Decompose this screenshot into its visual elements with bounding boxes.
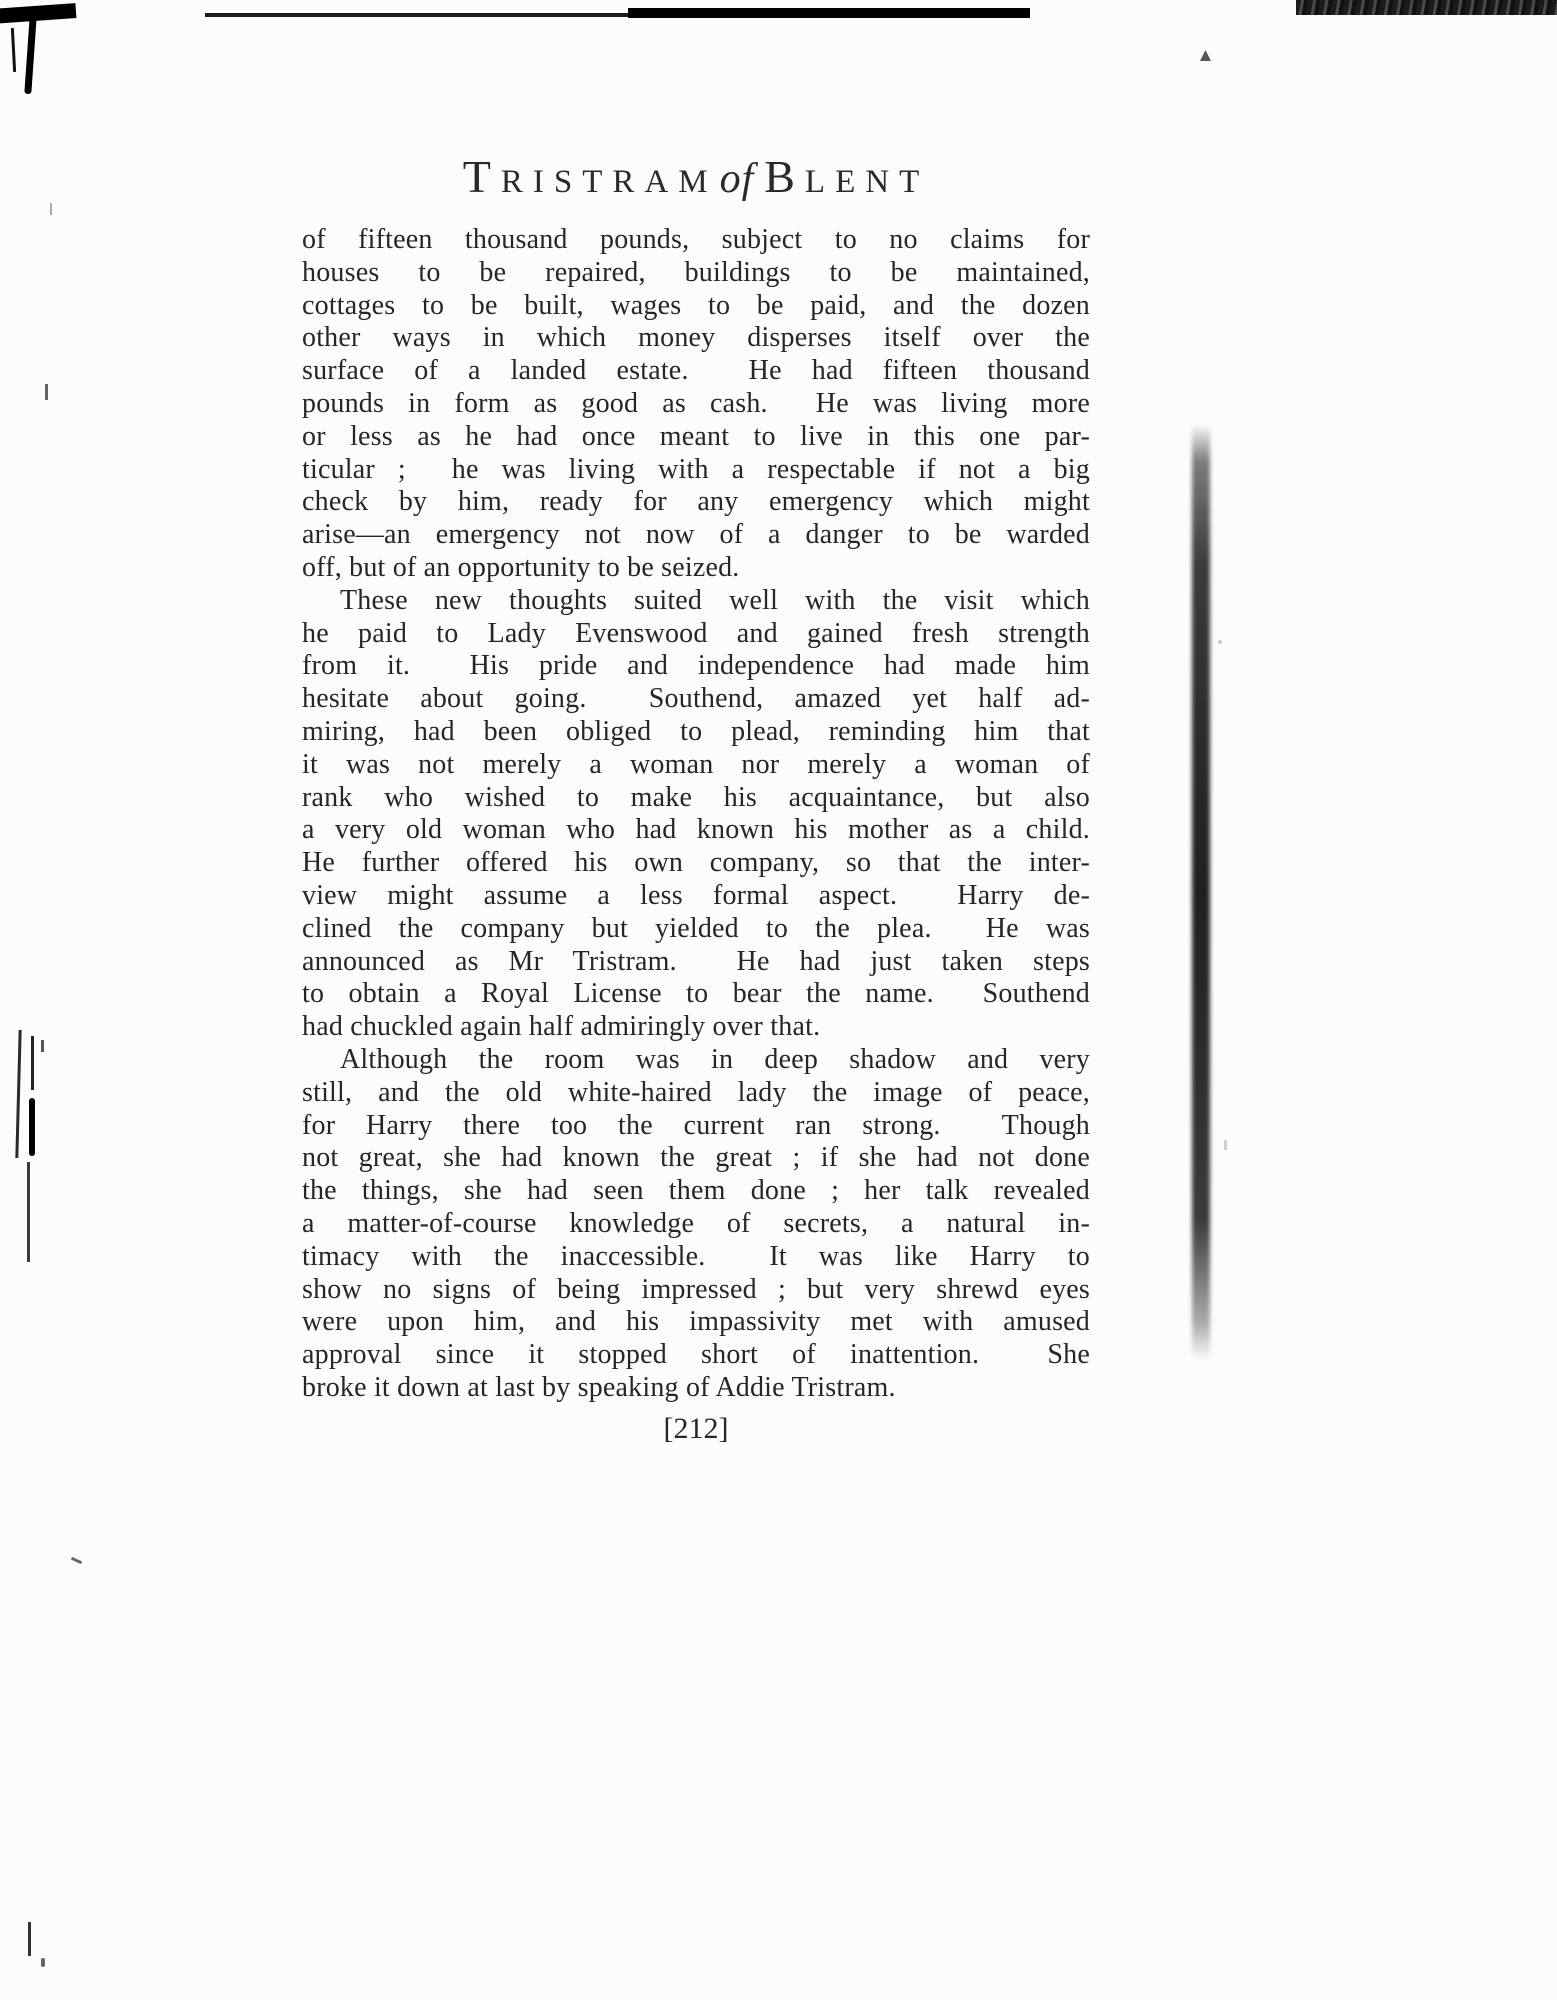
text-line: or less as he had once meant to live in this one par- [302, 420, 1090, 452]
text-line: off, but of an opportunity to be seized. [302, 551, 740, 583]
text-line: check by him, ready for any emergency which might [302, 486, 1090, 518]
text-line: timacy with the inaccessible. It was like Harry to [302, 1240, 1090, 1272]
text-line: miring, had been obliged to plead, reminding him that [302, 715, 1090, 747]
text-line: houses to be repaired, buildings to be maintained, [302, 256, 1090, 288]
text-line: hesitate about going. Southend, amazed yet half ad- [302, 683, 1090, 715]
text-line: to obtain a Royal License to bear the name. Southend [302, 978, 1090, 1010]
scan-artifact-right-margin [1224, 1140, 1227, 1150]
text-line: broke it down at last by speaking of Addie Tristram. [302, 1371, 896, 1403]
text-line: cottages to be built, wages to be paid, and the dozen [302, 289, 1090, 321]
text-line: still, and the old white-haired lady the image of peace, [302, 1076, 1090, 1108]
text-line: it was not merely a woman nor merely a woman of [302, 748, 1090, 780]
text-line: not great, she had known the great ; if she had not done [302, 1142, 1090, 1174]
scan-artifact-top-line-thin [205, 13, 630, 17]
scan-artifact-corner-mark [24, 16, 36, 94]
title-smallcaps: RISTRAM [500, 164, 718, 200]
text-line: ticular ; he was living with a respectable if not a big [302, 453, 1090, 485]
text-line: from it. His pride and independence had made him [302, 650, 1090, 682]
text-line: announced as Mr Tristram. He had just taken steps [302, 945, 1090, 977]
title-smallcaps: LENT [804, 164, 930, 200]
page-body [302, 224, 1090, 1405]
page-number: [212] [663, 1412, 729, 1445]
scan-artifact-right-edge-band [1192, 424, 1210, 1360]
text-line: for Harry there too the current ran strong. Though [302, 1109, 1090, 1141]
scan-artifact-caret-mark [1200, 50, 1211, 61]
scan-artifact-left-margin [71, 1557, 82, 1564]
scan-artifact-left-margin [50, 203, 52, 215]
text-line: he paid to Lady Evenswood and gained fresh strength [302, 617, 1090, 649]
paragraph [302, 585, 1090, 1044]
paragraph [302, 224, 1090, 585]
text-line: pounds in form as good as cash. He was living more [302, 387, 1090, 419]
text-line: surface of a landed estate. He had fifteen thousand [302, 355, 1090, 387]
title-initial: T [462, 151, 501, 202]
title-connector: of [719, 156, 755, 202]
paragraph [302, 1044, 1090, 1405]
text-line: Although the room was in deep shadow and very [340, 1043, 1090, 1075]
title-initial: B [764, 151, 805, 202]
text-line: show no signs of being impressed ; but very shrewd eyes [302, 1273, 1090, 1305]
scan-artifact-left-margin [15, 1030, 21, 1158]
text-line: were upon him, and his impassivity met with amused [302, 1306, 1090, 1338]
scan-artifact-left-margin [41, 1040, 44, 1052]
text-line: of fifteen thousand pounds, subject to no claims for [302, 224, 1090, 255]
scan-artifact-right-margin [1218, 640, 1222, 644]
text-line: the things, she had seen them done ; her talk revealed [302, 1175, 1090, 1207]
scan-artifact-top-right-band [1296, 0, 1557, 15]
scan-artifact-left-margin [29, 1098, 35, 1156]
scan-artifact-bottom-left [41, 1958, 45, 1967]
scan-artifact-bottom-left [28, 1922, 31, 1956]
text-line: arise—an emergency not now of a danger to be warded [302, 519, 1090, 551]
text-line: clined the company but yielded to the plea. He was [302, 912, 1090, 944]
text-line: approval since it stopped short of inattention. She [302, 1339, 1090, 1371]
text-line: a matter-of-course knowledge of secrets, a natural in- [302, 1207, 1090, 1239]
text-line: a very old woman who had known his mother as a child. [302, 814, 1090, 846]
scan-artifact-left-margin [31, 1036, 34, 1090]
text-line: had chuckled again half admiringly over that. [302, 1011, 821, 1043]
text-line: other ways in which money disperses itself over the [302, 322, 1090, 354]
page-title [302, 150, 1090, 203]
scan-artifact-corner-mark [11, 28, 16, 72]
text-line: These new thoughts suited well with the visit which [340, 584, 1090, 616]
scan-artifact-top-line-thick [628, 8, 1030, 18]
scan-artifact-corner-mark [0, 3, 76, 24]
text-line: view might assume a less formal aspect. Harry de- [302, 879, 1090, 911]
scan-artifact-left-margin [27, 1162, 30, 1262]
text-line: He further offered his own company, so that the inter- [302, 847, 1090, 879]
text-line: rank who wished to make his acquaintance, but also [302, 781, 1090, 813]
scan-artifact-left-margin [45, 384, 48, 400]
